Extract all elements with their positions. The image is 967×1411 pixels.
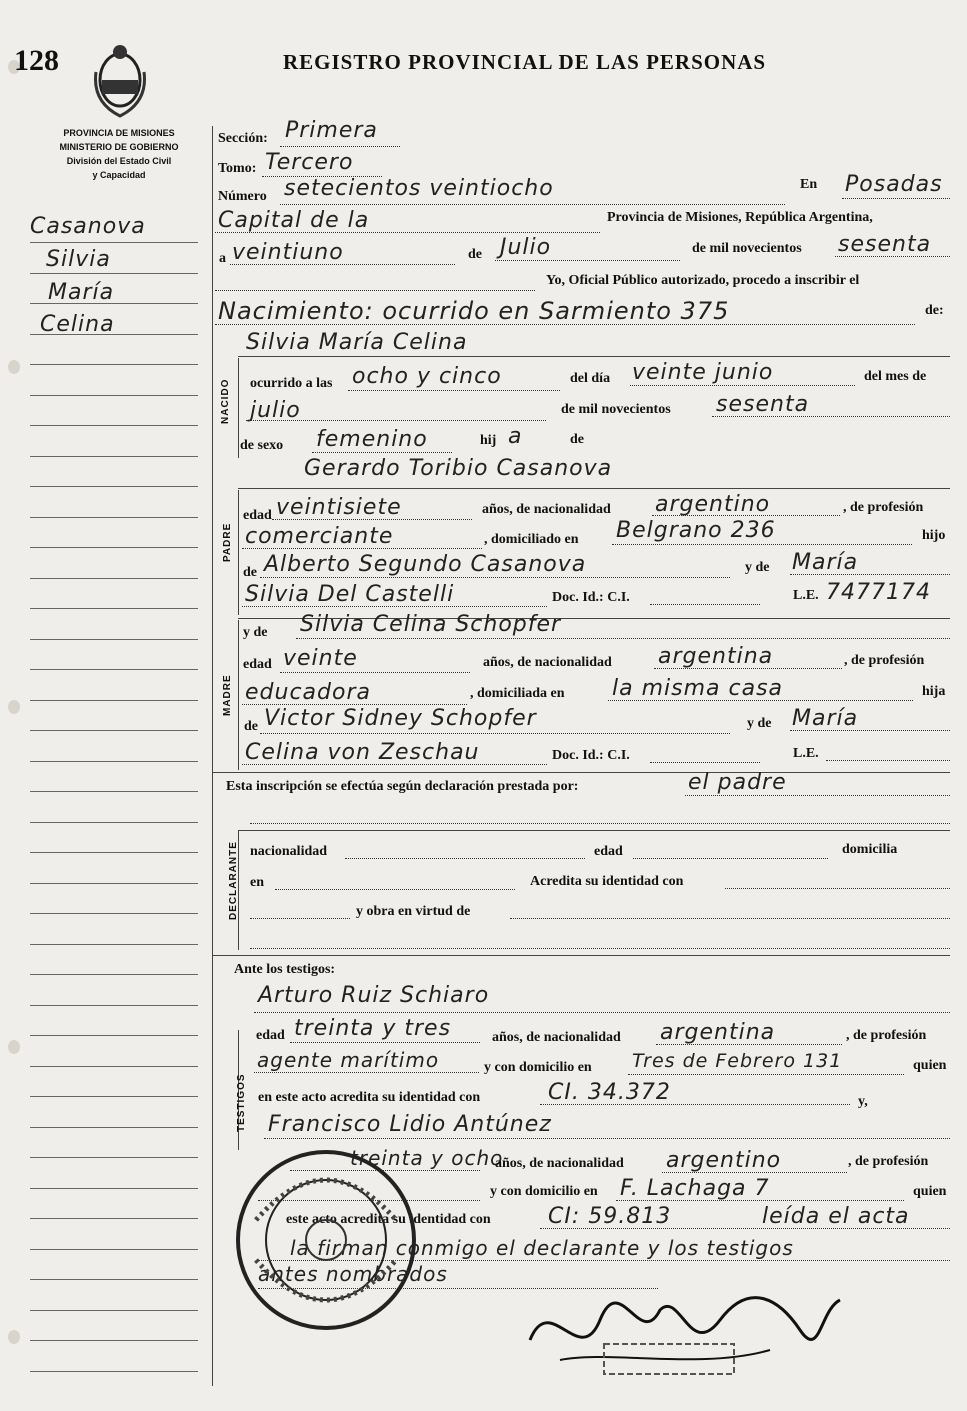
label-madre-le: L.E. <box>793 746 819 761</box>
section-divider <box>238 490 239 615</box>
value-numero: setecientos veintiocho <box>284 176 554 201</box>
label-de-mil-nac: de mil novecientos <box>561 402 671 417</box>
label-t2-quien: quien <box>913 1184 947 1199</box>
label-t1-prof: , de profesión <box>846 1028 927 1043</box>
margin-ruled-line <box>30 913 198 914</box>
value-anio: sesenta <box>838 232 932 257</box>
label-decl-dom: domicilia <box>842 842 898 857</box>
value-madre-nombre: Silvia Celina Schopfer <box>300 612 562 637</box>
margin-ruled-line <box>30 395 198 396</box>
value-padre-nombre: Gerardo Toribio Casanova <box>304 456 613 481</box>
label-en: En <box>800 177 818 192</box>
label-ante-testigos: Ante los testigos: <box>234 962 336 977</box>
margin-ruled-line <box>30 456 198 457</box>
margin-ruled-line <box>30 1157 198 1158</box>
value-padre-le: 7477174 <box>826 580 931 605</box>
value-en: Posadas <box>845 172 943 197</box>
agency-header <box>34 126 204 182</box>
label-decl-edad: edad <box>594 844 623 859</box>
label-t2-nac: años, de nacionalidad <box>495 1156 624 1171</box>
label-yo-oficial: Yo, Oficial Público autorizado, procedo a inscribir el <box>546 273 860 288</box>
label-decl-nac: nacionalidad <box>250 844 328 859</box>
rectangular-stamp <box>600 1340 740 1380</box>
margin-ruled-line <box>30 242 198 243</box>
value-anio-nac: sesenta <box>716 392 810 417</box>
label-de-colon: de: <box>925 303 944 318</box>
value-padre-y-de: María <box>792 550 859 575</box>
margin-name-1: Silvia <box>46 247 111 272</box>
label-de-nac: de <box>570 432 584 447</box>
agency-division: División del Estado Civil <box>66 156 172 166</box>
margin-ruled-line <box>30 1035 198 1036</box>
value-testigo2: Francisco Lidio Antúnez <box>268 1112 552 1137</box>
section-divider <box>238 358 239 458</box>
label-ocurrido: ocurrido a las <box>250 376 333 391</box>
label-padre-le: L.E. <box>793 588 819 603</box>
margin-ruled-line <box>30 822 198 823</box>
label-t1-dom: y con domicilio en <box>484 1060 592 1075</box>
value-nacimiento: Nacimiento: ocurrido en Sarmiento 375 <box>218 297 730 325</box>
value-tomo: Tercero <box>265 150 354 175</box>
value-t1-ci: CI. 34.372 <box>548 1080 671 1105</box>
value-madre-edad: veinte <box>283 646 358 671</box>
margin-ruled-line <box>30 364 198 365</box>
binder-hole <box>8 1040 20 1054</box>
side-label-nacido: NACIDO <box>220 378 231 424</box>
section-divider <box>238 620 239 770</box>
value-capital: Capital de la <box>218 208 370 233</box>
label-a: a <box>219 251 226 266</box>
value-cierre-1: leída el acta <box>762 1204 910 1229</box>
margin-ruled-line <box>30 791 198 792</box>
value-hora: ocho y cinco <box>352 364 502 389</box>
margin-ruled-line <box>30 1127 198 1128</box>
value-madre-dom: la misma casa <box>612 676 784 701</box>
value-madre-prof: educadora <box>245 680 371 705</box>
label-t2-dom: y con domicilio en <box>490 1184 598 1199</box>
page-number: 128 <box>14 44 59 77</box>
margin-ruled-line <box>30 1310 198 1311</box>
value-t1-prof: agente marítimo <box>257 1048 440 1072</box>
label-provincia: Provincia de Misiones, República Argentina, <box>607 210 873 225</box>
value-nombre: Silvia María Celina <box>246 330 468 355</box>
margin-ruled-line <box>30 639 198 640</box>
margin-ruled-line <box>30 700 198 701</box>
label-hija: hija <box>922 684 946 699</box>
value-seccion: Primera <box>285 118 378 143</box>
value-madre-y-de: María <box>792 706 859 731</box>
side-label-padre: PADRE <box>222 522 233 562</box>
label-numero: Número <box>218 189 267 204</box>
label-t2-prof: , de profesión <box>848 1154 929 1169</box>
margin-divider <box>212 126 213 1386</box>
value-padre-prof: comerciante <box>245 524 394 549</box>
value-t1-dom: Tres de Febrero 131 <box>632 1050 843 1072</box>
margin-name-2: María <box>48 280 115 305</box>
value-testigo1: Arturo Ruiz Schiaro <box>258 983 490 1008</box>
label-t2-acredita: este acto acredita su identidad con <box>286 1212 491 1227</box>
label-sexo: de sexo <box>240 438 284 453</box>
label-padre-y-de: y de <box>745 560 770 575</box>
value-madre-madre: Celina von Zeschau <box>245 740 480 765</box>
binder-hole <box>8 1330 20 1344</box>
label-y-obra: y obra en virtud de <box>356 904 471 919</box>
value-t1-edad: treinta y tres <box>294 1016 452 1041</box>
label-padre-de: de <box>243 565 257 580</box>
margin-ruled-line <box>30 974 198 975</box>
label-t1-nac: años, de nacionalidad <box>492 1030 621 1045</box>
label-de: de <box>468 247 482 262</box>
margin-ruled-line <box>30 1005 198 1006</box>
label-padre-dom: , domiciliado en <box>484 532 579 547</box>
label-t1-acredita: en este acto acredita su identidad con <box>258 1090 481 1105</box>
value-padre-edad: veintisiete <box>276 495 402 520</box>
margin-ruled-line <box>30 334 198 335</box>
margin-ruled-line <box>30 517 198 518</box>
value-declarante: el padre <box>688 770 787 795</box>
margin-ruled-line <box>30 578 198 579</box>
binder-hole <box>8 360 20 374</box>
margin-ruled-line <box>30 547 198 548</box>
margin-ruled-line <box>30 303 198 304</box>
label-inscripcion: Esta inscripción se efectúa según declaración prestada por: <box>226 779 579 794</box>
value-sexo: femenino <box>316 427 428 452</box>
label-padre-edad: edad <box>243 508 272 523</box>
margin-ruled-line <box>30 669 198 670</box>
side-label-madre: MADRE <box>222 674 233 716</box>
value-t2-dom: F. Lachaga 7 <box>620 1176 770 1201</box>
margin-ruled-line <box>30 730 198 731</box>
value-madre-nac: argentina <box>658 644 774 669</box>
margin-ruled-line <box>30 1340 198 1341</box>
official-stamp <box>226 1140 426 1340</box>
margin-ruled-line <box>30 1249 198 1250</box>
margin-ruled-line <box>30 1066 198 1067</box>
coat-of-arms-icon <box>90 42 150 120</box>
label-madre-nac: años, de nacionalidad <box>483 655 612 670</box>
label-acredita: Acredita su identidad con <box>530 874 684 889</box>
value-madre-de: Victor Sidney Schopfer <box>264 706 537 731</box>
value-t2-nac: argentino <box>666 1148 782 1173</box>
label-t1-quien: quien <box>913 1058 947 1073</box>
label-madre-y-de2: y de <box>747 716 772 731</box>
label-decl-en: en <box>250 875 264 890</box>
value-cierre-3: antes nombrados <box>258 1262 448 1286</box>
label-de-mil: de mil novecientos <box>692 241 802 256</box>
agency-capacity: y Capacidad <box>92 170 146 180</box>
margin-ruled-line <box>30 486 198 487</box>
value-padre-madre: Silvia Del Castelli <box>245 582 455 607</box>
margin-ruled-line <box>30 883 198 884</box>
label-madre-prof: , de profesión <box>844 653 925 668</box>
binder-hole <box>8 700 20 714</box>
side-label-testigos: TESTIGOS <box>236 1073 247 1132</box>
label-madre-dom: , domiciliada en <box>470 686 565 701</box>
label-padre-nac: años, de nacionalidad <box>482 502 611 517</box>
label-padre-doc: Doc. Id.: C.I. <box>552 590 630 605</box>
value-padre-dom: Belgrano 236 <box>616 518 776 543</box>
agency-province: PROVINCIA DE MISIONES <box>63 128 175 138</box>
label-seccion: Sección: <box>218 131 268 146</box>
label-madre-y-de: y de <box>243 625 268 640</box>
page-title: REGISTRO PROVINCIAL DE LAS PERSONAS <box>283 50 767 74</box>
value-a: veintiuno <box>232 240 344 265</box>
value-padre-de: Alberto Segundo Casanova <box>264 552 587 577</box>
label-del-dia: del día <box>570 371 611 386</box>
value-t2-ci: CI: 59.813 <box>548 1204 672 1229</box>
label-del-mes: del mes de <box>864 369 927 384</box>
margin-ruled-line <box>30 1279 198 1280</box>
label-y-comma: y, <box>858 1094 868 1109</box>
margin-ruled-line <box>30 1188 198 1189</box>
label-hij: hij <box>480 433 497 448</box>
side-label-declarante: DECLARANTE <box>228 841 239 920</box>
value-mes-nac: julio <box>250 398 301 423</box>
margin-ruled-line <box>30 761 198 762</box>
value-t2-edad: treinta y ocho <box>350 1146 504 1170</box>
margin-ruled-line <box>30 608 198 609</box>
margin-ruled-line <box>30 273 198 274</box>
margin-surname: Casanova <box>30 214 146 239</box>
value-hij: a <box>508 424 523 449</box>
value-padre-nac: argentino <box>655 492 771 517</box>
value-mes: Julio <box>500 235 552 260</box>
margin-name-3: Celina <box>40 312 115 337</box>
label-hijo: hijo <box>922 528 946 543</box>
margin-ruled-line <box>30 1371 198 1372</box>
value-cierre-2: la firman conmigo el declarante y los testigos <box>290 1236 794 1260</box>
margin-ruled-line <box>30 1096 198 1097</box>
label-madre-doc: Doc. Id.: C.I. <box>552 748 630 763</box>
label-madre-edad: edad <box>243 657 272 672</box>
label-madre-de: de <box>244 719 258 734</box>
value-t1-nac: argentina <box>660 1020 776 1045</box>
margin-ruled-line <box>30 852 198 853</box>
margin-ruled-line <box>30 1218 198 1219</box>
value-dia: veinte junio <box>632 360 774 385</box>
label-tomo: Tomo: <box>218 161 257 176</box>
margin-ruled-line <box>30 425 198 426</box>
margin-ruled-line <box>30 944 198 945</box>
label-t1-edad: edad <box>256 1028 285 1043</box>
label-padre-prof: , de profesión <box>843 500 924 515</box>
agency-ministry: MINISTERIO DE GOBIERNO <box>59 142 179 152</box>
